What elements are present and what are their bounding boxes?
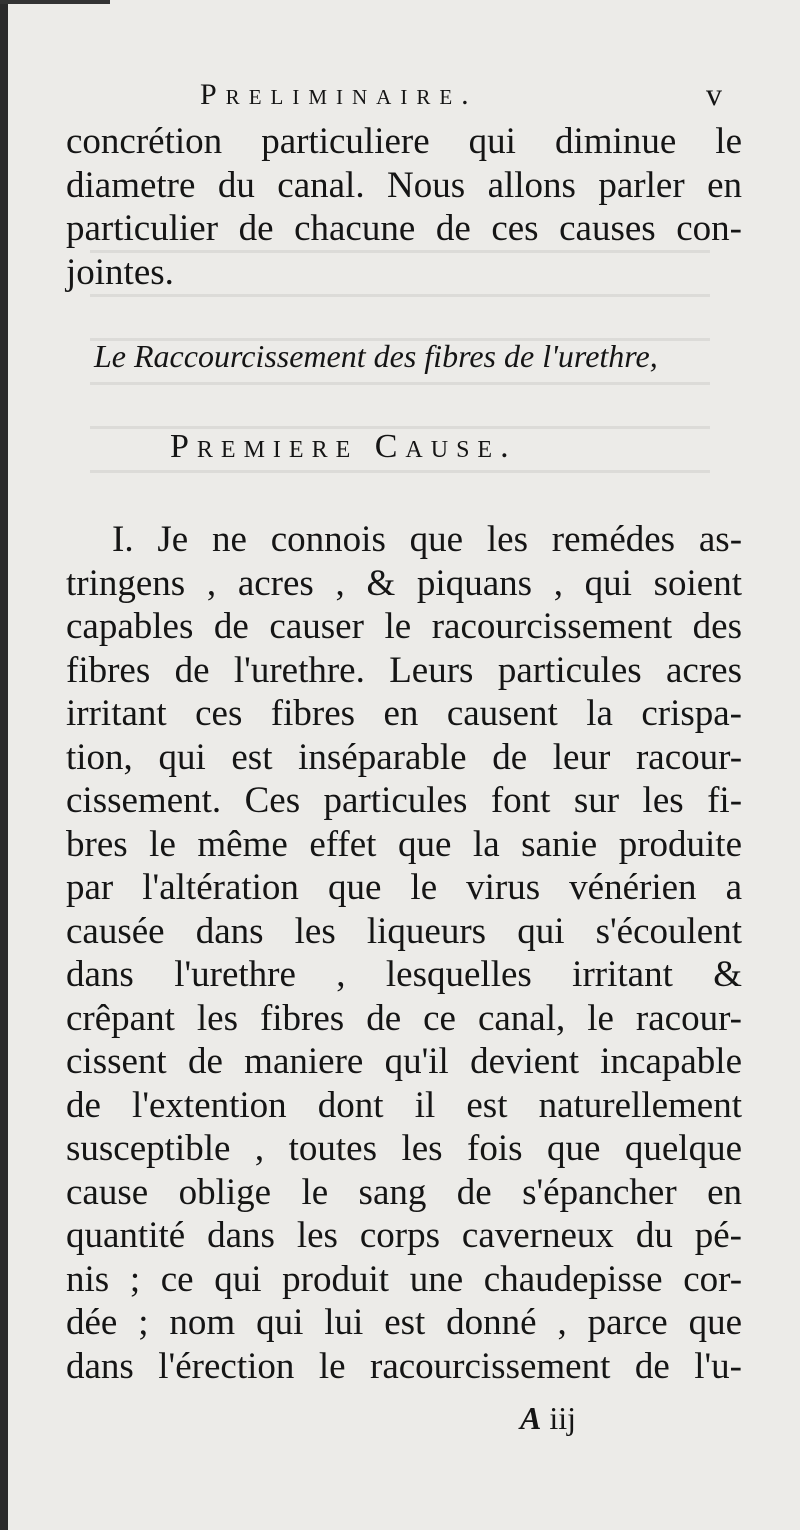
text-line: capables de causer le racourcissement des [66, 606, 742, 647]
text-line: tringens , acres , & piquans , qui soient [66, 562, 743, 604]
text-line: crêpant les fibres de ce canal, le racour- [66, 997, 742, 1039]
text-line: causée dans les liqueurs qui s'écoulent [66, 910, 742, 952]
text-line: quantité dans les corps caverneux du pé- [66, 1215, 742, 1256]
text-line: irritant ces fibres en causent la crispa- [66, 693, 742, 734]
page-top-edge [0, 0, 110, 4]
text-line: cause oblige le sang de s'épancher en [66, 1171, 742, 1213]
text-line: I. Je ne connois que les remédes as- [112, 519, 743, 560]
text-line: concrétion particuliere qui diminue le [66, 121, 743, 162]
signature-mark [520, 1400, 576, 1437]
page-number: v [706, 76, 722, 112]
text-line: par l'altération que le virus vénérien a [66, 867, 742, 908]
text-line: dans l'érection le racourcissement de l'u- [66, 1345, 742, 1387]
text-line: jointes. [66, 251, 174, 293]
page-binding-edge [0, 0, 8, 1530]
text-line: bres le même effet que la sanie produite [66, 823, 743, 865]
text-line: dée ; nom qui lui est donné , parce que [66, 1302, 743, 1343]
cause-heading: Premiere Cause. [170, 428, 517, 465]
text-line: de l'extention dont il est naturellement [66, 1084, 743, 1126]
text-line: dans l'urethre , lesquelles irritant & [66, 954, 743, 995]
intro-paragraph [66, 120, 742, 294]
text-line: cissement. Ces particules font sur les fi- [66, 780, 743, 821]
text-line: particulier de chacune de ces causes con- [66, 208, 742, 249]
text-line: susceptible , toutes les fois que quelque [66, 1128, 743, 1169]
text-line: cissent de maniere qu'il devient incapable [66, 1041, 743, 1082]
text-line: diametre du canal. Nous allons parler en [66, 164, 742, 206]
text-line: fibres de l'urethre. Leurs particules acres [66, 649, 742, 691]
running-head: Preliminaire. [200, 78, 478, 111]
text-line: nis ; ce qui produit une chaudepisse cor- [66, 1258, 743, 1300]
body-paragraph [66, 518, 742, 1388]
text-line: tion, qui est inséparable de leur racour- [66, 736, 743, 778]
section-title: Le Raccourcissement des fibres de l'urethre, [94, 338, 658, 374]
signature-letter: A [520, 1400, 542, 1436]
signature-number: iij [549, 1400, 577, 1436]
